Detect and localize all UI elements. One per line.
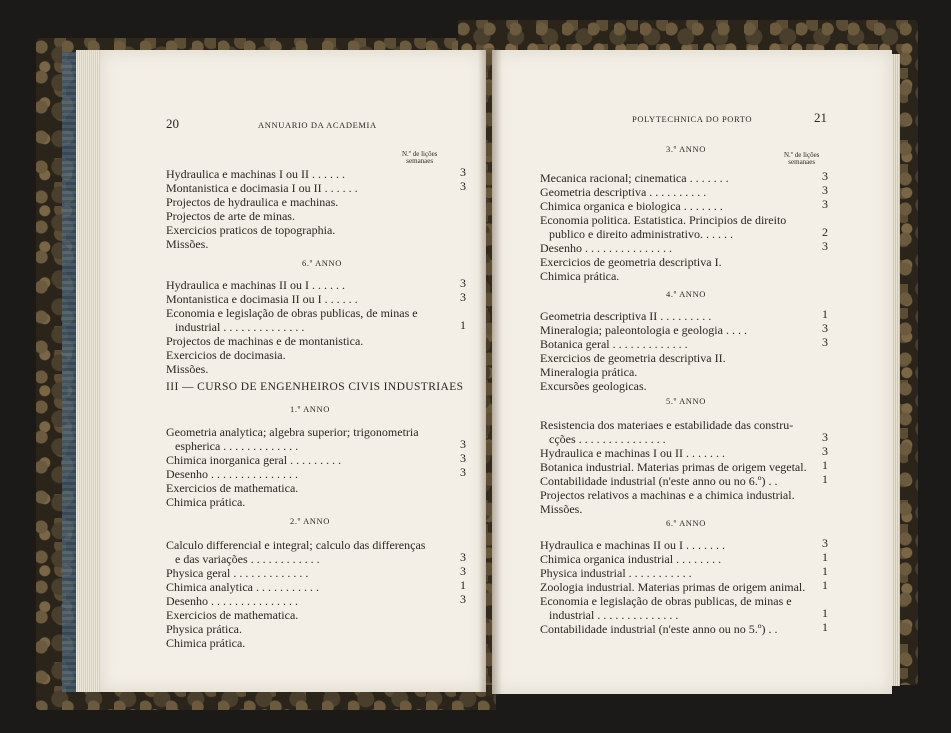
- book-gutter: [478, 48, 502, 696]
- course-name: Chimica prática.: [166, 636, 246, 650]
- course-row: [540, 606, 828, 620]
- course-name: Desenho . . . . . . . . . . . . . . .: [540, 241, 672, 255]
- lesson-count: 3: [822, 239, 828, 253]
- course-row: [540, 472, 828, 486]
- page-number: 20: [166, 116, 179, 131]
- course-row: [166, 550, 466, 564]
- course-list: [540, 416, 828, 514]
- year-heading: 5.º ANNO: [666, 396, 707, 406]
- course-row: [540, 377, 828, 391]
- course-row: [540, 486, 828, 500]
- year-heading: 6.º ANNO: [666, 518, 707, 528]
- course-list: [540, 536, 828, 634]
- course-row: [166, 465, 466, 479]
- course-row: [166, 423, 466, 437]
- course-name: Contabilidade industrial (n'este anno ou no 5.º) . .: [540, 622, 778, 636]
- course-name: Montanistica e docimasia II ou I . . . . . .: [166, 292, 358, 306]
- section-heading: III — CURSO DE ENGENHEIROS CIVIS INDUSTRIAES: [166, 381, 464, 393]
- course-row: [540, 363, 828, 377]
- course-name: Desenho . . . . . . . . . . . . . . .: [166, 594, 298, 608]
- course-list: [166, 536, 466, 648]
- lesson-count: 3: [460, 592, 466, 606]
- course-row: [540, 416, 828, 430]
- lesson-count: 3: [822, 197, 828, 211]
- course-row: [540, 239, 828, 253]
- course-row: [540, 458, 828, 472]
- course-name: Exercicios de geometria descriptiva I.: [540, 255, 722, 269]
- course-name: Contabilidade industrial (n'este anno ou no 6.º) . .: [540, 474, 778, 488]
- course-row: [166, 179, 466, 193]
- lesson-count: 1: [822, 606, 828, 620]
- course-name: Botanica industrial. Materias primas de origem vegetal.: [540, 460, 807, 474]
- course-row: [540, 564, 828, 578]
- course-name: industrial . . . . . . . . . . . . . .: [166, 320, 305, 334]
- course-row: [166, 346, 466, 360]
- lesson-count: 3: [460, 465, 466, 479]
- year-heading: 1.º ANNO: [290, 404, 331, 414]
- course-name: Exercicios de geometria descriptiva II.: [540, 351, 726, 365]
- course-row: [166, 221, 466, 235]
- course-name: Hydraulica e machinas I ou II . . . . . .: [166, 167, 345, 181]
- course-name: Physica prática.: [166, 622, 242, 636]
- course-row: [166, 165, 466, 179]
- course-name: Montanistica e docimasia I ou II . . . . . .: [166, 181, 358, 195]
- course-row: [166, 606, 466, 620]
- lesson-count: 1: [460, 318, 466, 332]
- lesson-count: 1: [460, 578, 466, 592]
- course-name: Botanica geral . . . . . . . . . . . . .: [540, 337, 688, 351]
- course-name: Exercicios praticos de topographia.: [166, 223, 336, 237]
- course-name: espherica . . . . . . . . . . . . .: [166, 439, 299, 453]
- course-row: [540, 335, 828, 349]
- course-list: [540, 169, 828, 281]
- course-name: Projectos relativos a machinas e a chimica industrial.: [540, 488, 795, 502]
- course-name: Resistencia dos materiaes e estabilidade das constru-: [540, 418, 794, 432]
- course-row: [540, 578, 828, 592]
- course-name: Projectos de machinas e de montanistica.: [166, 334, 364, 348]
- lesson-count: 1: [822, 578, 828, 592]
- lesson-count: 3: [460, 179, 466, 193]
- course-row: [166, 276, 466, 290]
- course-row: [166, 592, 466, 606]
- lesson-count: 1: [822, 564, 828, 578]
- course-row: [540, 307, 828, 321]
- course-name: Chimica inorganica geral . . . . . . . . .: [166, 453, 342, 467]
- lesson-count: 3: [460, 564, 466, 578]
- course-row: [540, 620, 828, 634]
- lesson-count: 1: [822, 620, 828, 634]
- course-row: [540, 267, 828, 281]
- course-row: [540, 211, 828, 225]
- column-head-line: semanaes: [406, 157, 434, 165]
- course-name: Economia e legislação de obras publicas, de minas e: [540, 594, 792, 608]
- lesson-count: 3: [460, 550, 466, 564]
- lesson-count: 3: [822, 321, 828, 335]
- course-row: [166, 360, 466, 374]
- course-name: Chimica analytica . . . . . . . . . . .: [166, 580, 319, 594]
- course-name: Economia politica. Estatistica. Principios de direito: [540, 213, 787, 227]
- lesson-count: 1: [822, 550, 828, 564]
- course-row: [166, 479, 466, 493]
- column-head: [784, 152, 819, 166]
- course-row: [540, 536, 828, 550]
- lesson-count: 1: [822, 458, 828, 472]
- course-name: Desenho . . . . . . . . . . . . . . .: [166, 467, 298, 481]
- column-head-line: N.º de lições: [402, 150, 438, 158]
- course-name: Physica industrial . . . . . . . . . . .: [540, 566, 692, 580]
- course-row: [540, 169, 828, 183]
- column-head-line: semanaes: [788, 158, 816, 166]
- course-name: Geometria descriptiva . . . . . . . . . .: [540, 185, 707, 199]
- page-number: 21: [814, 110, 827, 125]
- course-name: Chimica prática.: [166, 495, 246, 509]
- course-row: [166, 493, 466, 507]
- course-row: [166, 235, 466, 249]
- course-row: [166, 290, 466, 304]
- course-name: Economia e legislação de obras publicas, de minas e: [166, 306, 418, 320]
- course-name: Hydraulica e machinas I ou II . . . . . . .: [540, 446, 725, 460]
- lesson-count: 1: [822, 307, 828, 321]
- course-row: [540, 183, 828, 197]
- course-row: [166, 634, 466, 648]
- course-name: Excursões geologicas.: [540, 379, 647, 393]
- course-name: Zoologia industrial. Materias primas de origem animal.: [540, 580, 806, 594]
- course-list: [166, 165, 466, 249]
- course-row: [540, 197, 828, 211]
- course-row: [166, 193, 466, 207]
- course-name: Hydraulica e machinas II ou I . . . . . . .: [540, 538, 725, 552]
- running-head: POLYTECHNICA DO PORTO: [632, 114, 753, 124]
- page-edges-left: [76, 50, 102, 692]
- course-name: Geometria analytica; algebra superior; trigonometria: [166, 425, 419, 439]
- course-name: Calculo differencial e integral; calculo das differenças: [166, 538, 426, 552]
- course-row: [540, 500, 828, 514]
- lesson-count: 3: [460, 290, 466, 304]
- course-row: [540, 321, 828, 335]
- marbled-edge-strip: [62, 52, 76, 692]
- course-name: Missões.: [166, 237, 209, 251]
- course-name: Chimica organica industrial . . . . . . . .: [540, 552, 722, 566]
- course-row: [166, 578, 466, 592]
- course-name: Projectos de hydraulica e machinas.: [166, 195, 339, 209]
- course-list: [166, 276, 466, 374]
- course-row: [166, 332, 466, 346]
- lesson-count: 3: [822, 169, 828, 183]
- course-name: Exercicios de docimasia.: [166, 348, 286, 362]
- course-name: cções . . . . . . . . . . . . . . .: [540, 432, 666, 446]
- lesson-count: 2: [822, 225, 828, 239]
- year-heading: 6.º ANNO: [302, 258, 343, 268]
- right-page: [492, 50, 892, 694]
- running-head: ANNUARIO DA ACADEMIA: [258, 120, 377, 130]
- course-row: [166, 304, 466, 318]
- lesson-count: 3: [822, 335, 828, 349]
- column-head-line: N.º de lições: [784, 151, 820, 159]
- lesson-count: 3: [822, 430, 828, 444]
- lesson-count: 3: [460, 165, 466, 179]
- course-row: [540, 253, 828, 267]
- course-name: Missões.: [540, 502, 583, 516]
- course-row: [166, 620, 466, 634]
- lesson-count: 3: [822, 444, 828, 458]
- course-list: [540, 307, 828, 391]
- course-name: Exercicios de mathematica.: [166, 481, 299, 495]
- lesson-count: 1: [822, 472, 828, 486]
- course-name: Missões.: [166, 362, 209, 376]
- course-row: [540, 225, 828, 239]
- lesson-count: 3: [460, 451, 466, 465]
- course-name: industrial . . . . . . . . . . . . . .: [540, 608, 679, 622]
- lesson-count: 3: [822, 536, 828, 550]
- course-name: Exercicios de mathematica.: [166, 608, 299, 622]
- course-list: [166, 423, 466, 507]
- course-name: Projectos de arte de minas.: [166, 209, 295, 223]
- year-heading: 3.º ANNO: [666, 144, 707, 154]
- course-row: [540, 592, 828, 606]
- course-name: Mineralogia prática.: [540, 365, 638, 379]
- course-row: [166, 207, 466, 221]
- course-row: [166, 451, 466, 465]
- course-row: [540, 349, 828, 363]
- course-name: Hydraulica e machinas II ou I . . . . . .: [166, 278, 345, 292]
- course-name: Physica geral . . . . . . . . . . . . .: [166, 566, 309, 580]
- course-name: Mecanica racional; cinematica . . . . . . .: [540, 171, 729, 185]
- course-name: Mineralogia; paleontologia e geologia . . . .: [540, 323, 747, 337]
- course-row: [540, 430, 828, 444]
- course-row: [540, 444, 828, 458]
- course-row: [166, 318, 466, 332]
- lesson-count: 3: [460, 437, 466, 451]
- course-name: Chimica organica e biologica . . . . . . .: [540, 199, 723, 213]
- year-heading: 2.º ANNO: [290, 516, 331, 526]
- left-page: [100, 50, 486, 692]
- course-name: Chimica prática.: [540, 269, 620, 283]
- course-name: Geometria descriptiva II . . . . . . . . .: [540, 309, 712, 323]
- course-name: e das variações . . . . . . . . . . . .: [166, 552, 320, 566]
- course-row: [166, 564, 466, 578]
- course-row: [166, 437, 466, 451]
- lesson-count: 3: [822, 183, 828, 197]
- year-heading: 4.º ANNO: [666, 289, 707, 299]
- lesson-count: 3: [460, 276, 466, 290]
- course-name: publico e direito administrativo. . . . . .: [540, 227, 733, 241]
- course-row: [540, 550, 828, 564]
- course-row: [166, 536, 466, 550]
- column-head: [402, 151, 437, 165]
